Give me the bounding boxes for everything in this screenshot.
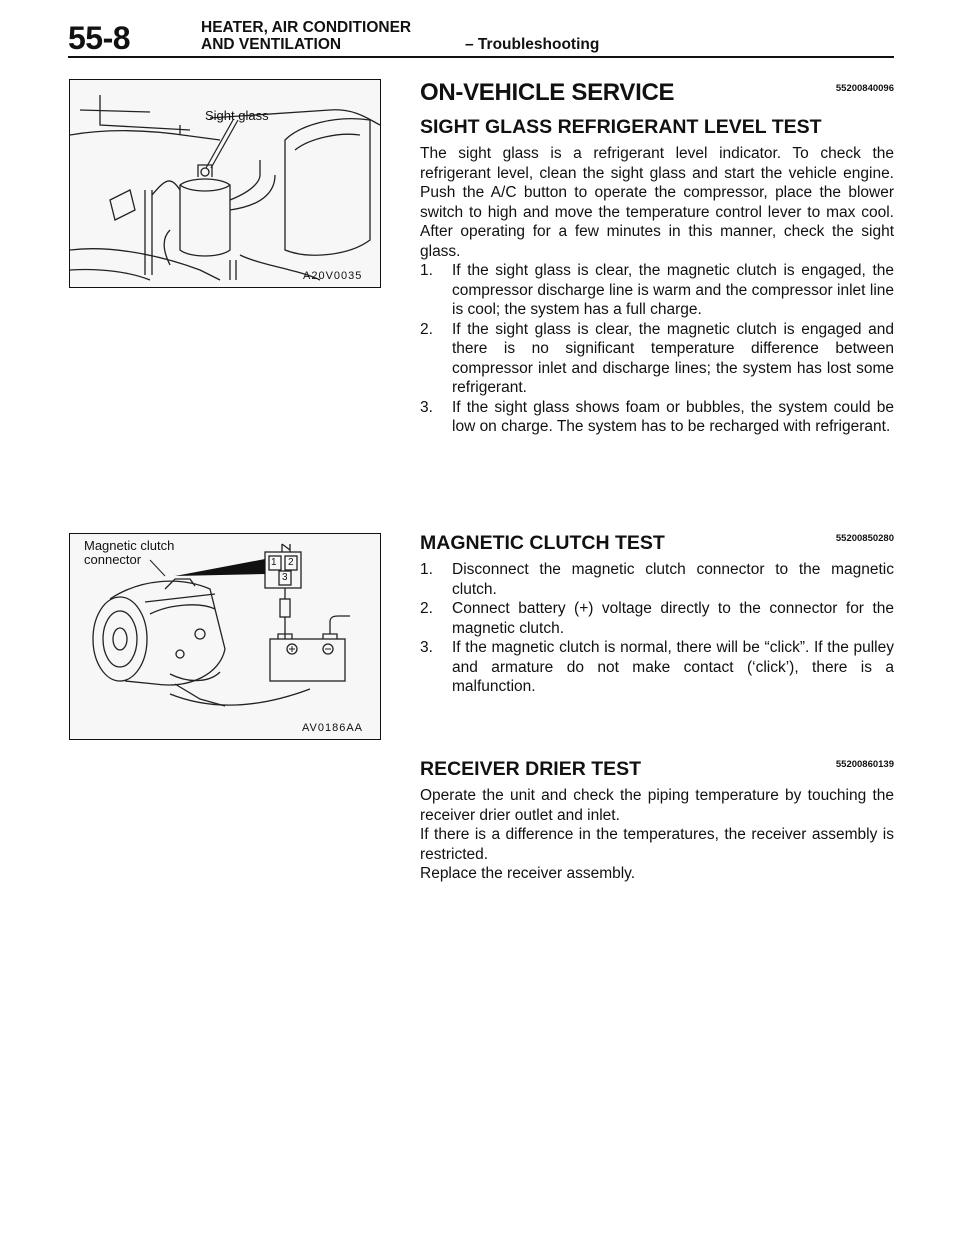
- service-code: 55200860139: [835, 759, 894, 770]
- terminal-1: 1: [271, 557, 277, 568]
- figure-code: A20V0035: [303, 270, 363, 282]
- sight-glass-intro: The sight glass is a refrigerant level indicator. To check the refrigerant level, clean the sight glass and start the vehicle engine. Push the A/C button to operate the compressor, place the blower switch to high and move the temperature control lever to max cool. After operating for a few minutes in this manner, check the sight glass.: [420, 145, 894, 260]
- step-number: 2.: [420, 600, 433, 617]
- header-divider: [68, 56, 894, 58]
- magnetic-clutch-section: [420, 531, 894, 697]
- on-vehicle-service-heading: [420, 79, 894, 107]
- step-text: If the sight glass shows foam or bubbles, the system could be low on charge. The system has to be recharged with refrigerant.: [452, 398, 894, 435]
- heading-text: RECEIVER DRIER TEST: [420, 758, 642, 780]
- magnetic-clutch-test-heading: [420, 531, 894, 555]
- list-item: [420, 560, 894, 599]
- terminal-3: 3: [282, 572, 288, 583]
- list-item: [420, 320, 894, 398]
- sight-glass-label: Sight glass: [205, 108, 269, 123]
- step-text: If the sight glass is clear, the magnetic clutch is engaged, the compressor discharge line is warm and the compressor inlet line is cool; the system has a full charge.: [452, 262, 894, 318]
- step-text: Connect battery (+) voltage directly to the connector for the magnetic clutch.: [452, 600, 894, 637]
- terminal-2: 2: [288, 557, 294, 568]
- magnetic-clutch-connector-label: [84, 539, 174, 567]
- step-number: 2.: [420, 320, 433, 338]
- receiver-drier-line-3: Replace the receiver assembly.: [420, 865, 636, 882]
- receiver-drier-line-2: If there is a difference in the temperatures, the receiver assembly is restricted.: [420, 826, 894, 863]
- receiver-drier-line-1: Operate the unit and check the piping temperature by touching the receiver drier outlet and inlet.: [420, 787, 894, 824]
- sight-glass-figure: [69, 79, 381, 288]
- list-item: [420, 261, 894, 320]
- magnetic-clutch-steps: [420, 560, 894, 697]
- section-title-line2: AND VENTILATION: [201, 36, 342, 53]
- service-code: 55200840096: [835, 83, 894, 94]
- list-item: [420, 398, 894, 437]
- step-number: 3.: [420, 639, 433, 656]
- page-number: 55-8: [68, 20, 131, 56]
- sight-glass-section: [420, 79, 894, 437]
- section-title-line1: HEATER, AIR CONDITIONER: [201, 19, 412, 36]
- heading-text: MAGNETIC CLUTCH TEST: [420, 532, 665, 554]
- list-item: [420, 599, 894, 638]
- figure-code: AV0186AA: [302, 722, 364, 734]
- step-number: 1.: [420, 262, 433, 279]
- receiver-drier-test-heading: [420, 757, 894, 781]
- service-code: 55200850280: [835, 533, 894, 544]
- section-title: [201, 19, 411, 53]
- receiver-drier-section: [420, 757, 894, 884]
- step-number: 1.: [420, 561, 433, 578]
- magnetic-clutch-figure: [69, 533, 381, 740]
- step-text: If the magnetic clutch is normal, there will be “click”. If the pulley and armature do not make contact (‘click’), there is a malfunction.: [452, 639, 894, 695]
- label-line-2: connector: [84, 552, 142, 567]
- step-text: Disconnect the magnetic clutch connector to the magnetic clutch.: [452, 561, 894, 598]
- heading-text: ON-VEHICLE SERVICE: [420, 79, 675, 106]
- label-line-1: Magnetic clutch: [84, 538, 175, 553]
- sight-glass-test-heading: SIGHT GLASS REFRIGERANT LEVEL TEST: [420, 116, 822, 138]
- step-number: 3.: [420, 398, 433, 416]
- sight-glass-steps: [420, 261, 894, 437]
- list-item: [420, 638, 894, 697]
- step-text: If the sight glass is clear, the magnetic clutch is engaged and there is no significant temperature difference between compressor inlet and discharge lines; the system has lost some refrigerant.: [452, 320, 894, 396]
- subsection-title: – Troubleshooting: [465, 36, 600, 53]
